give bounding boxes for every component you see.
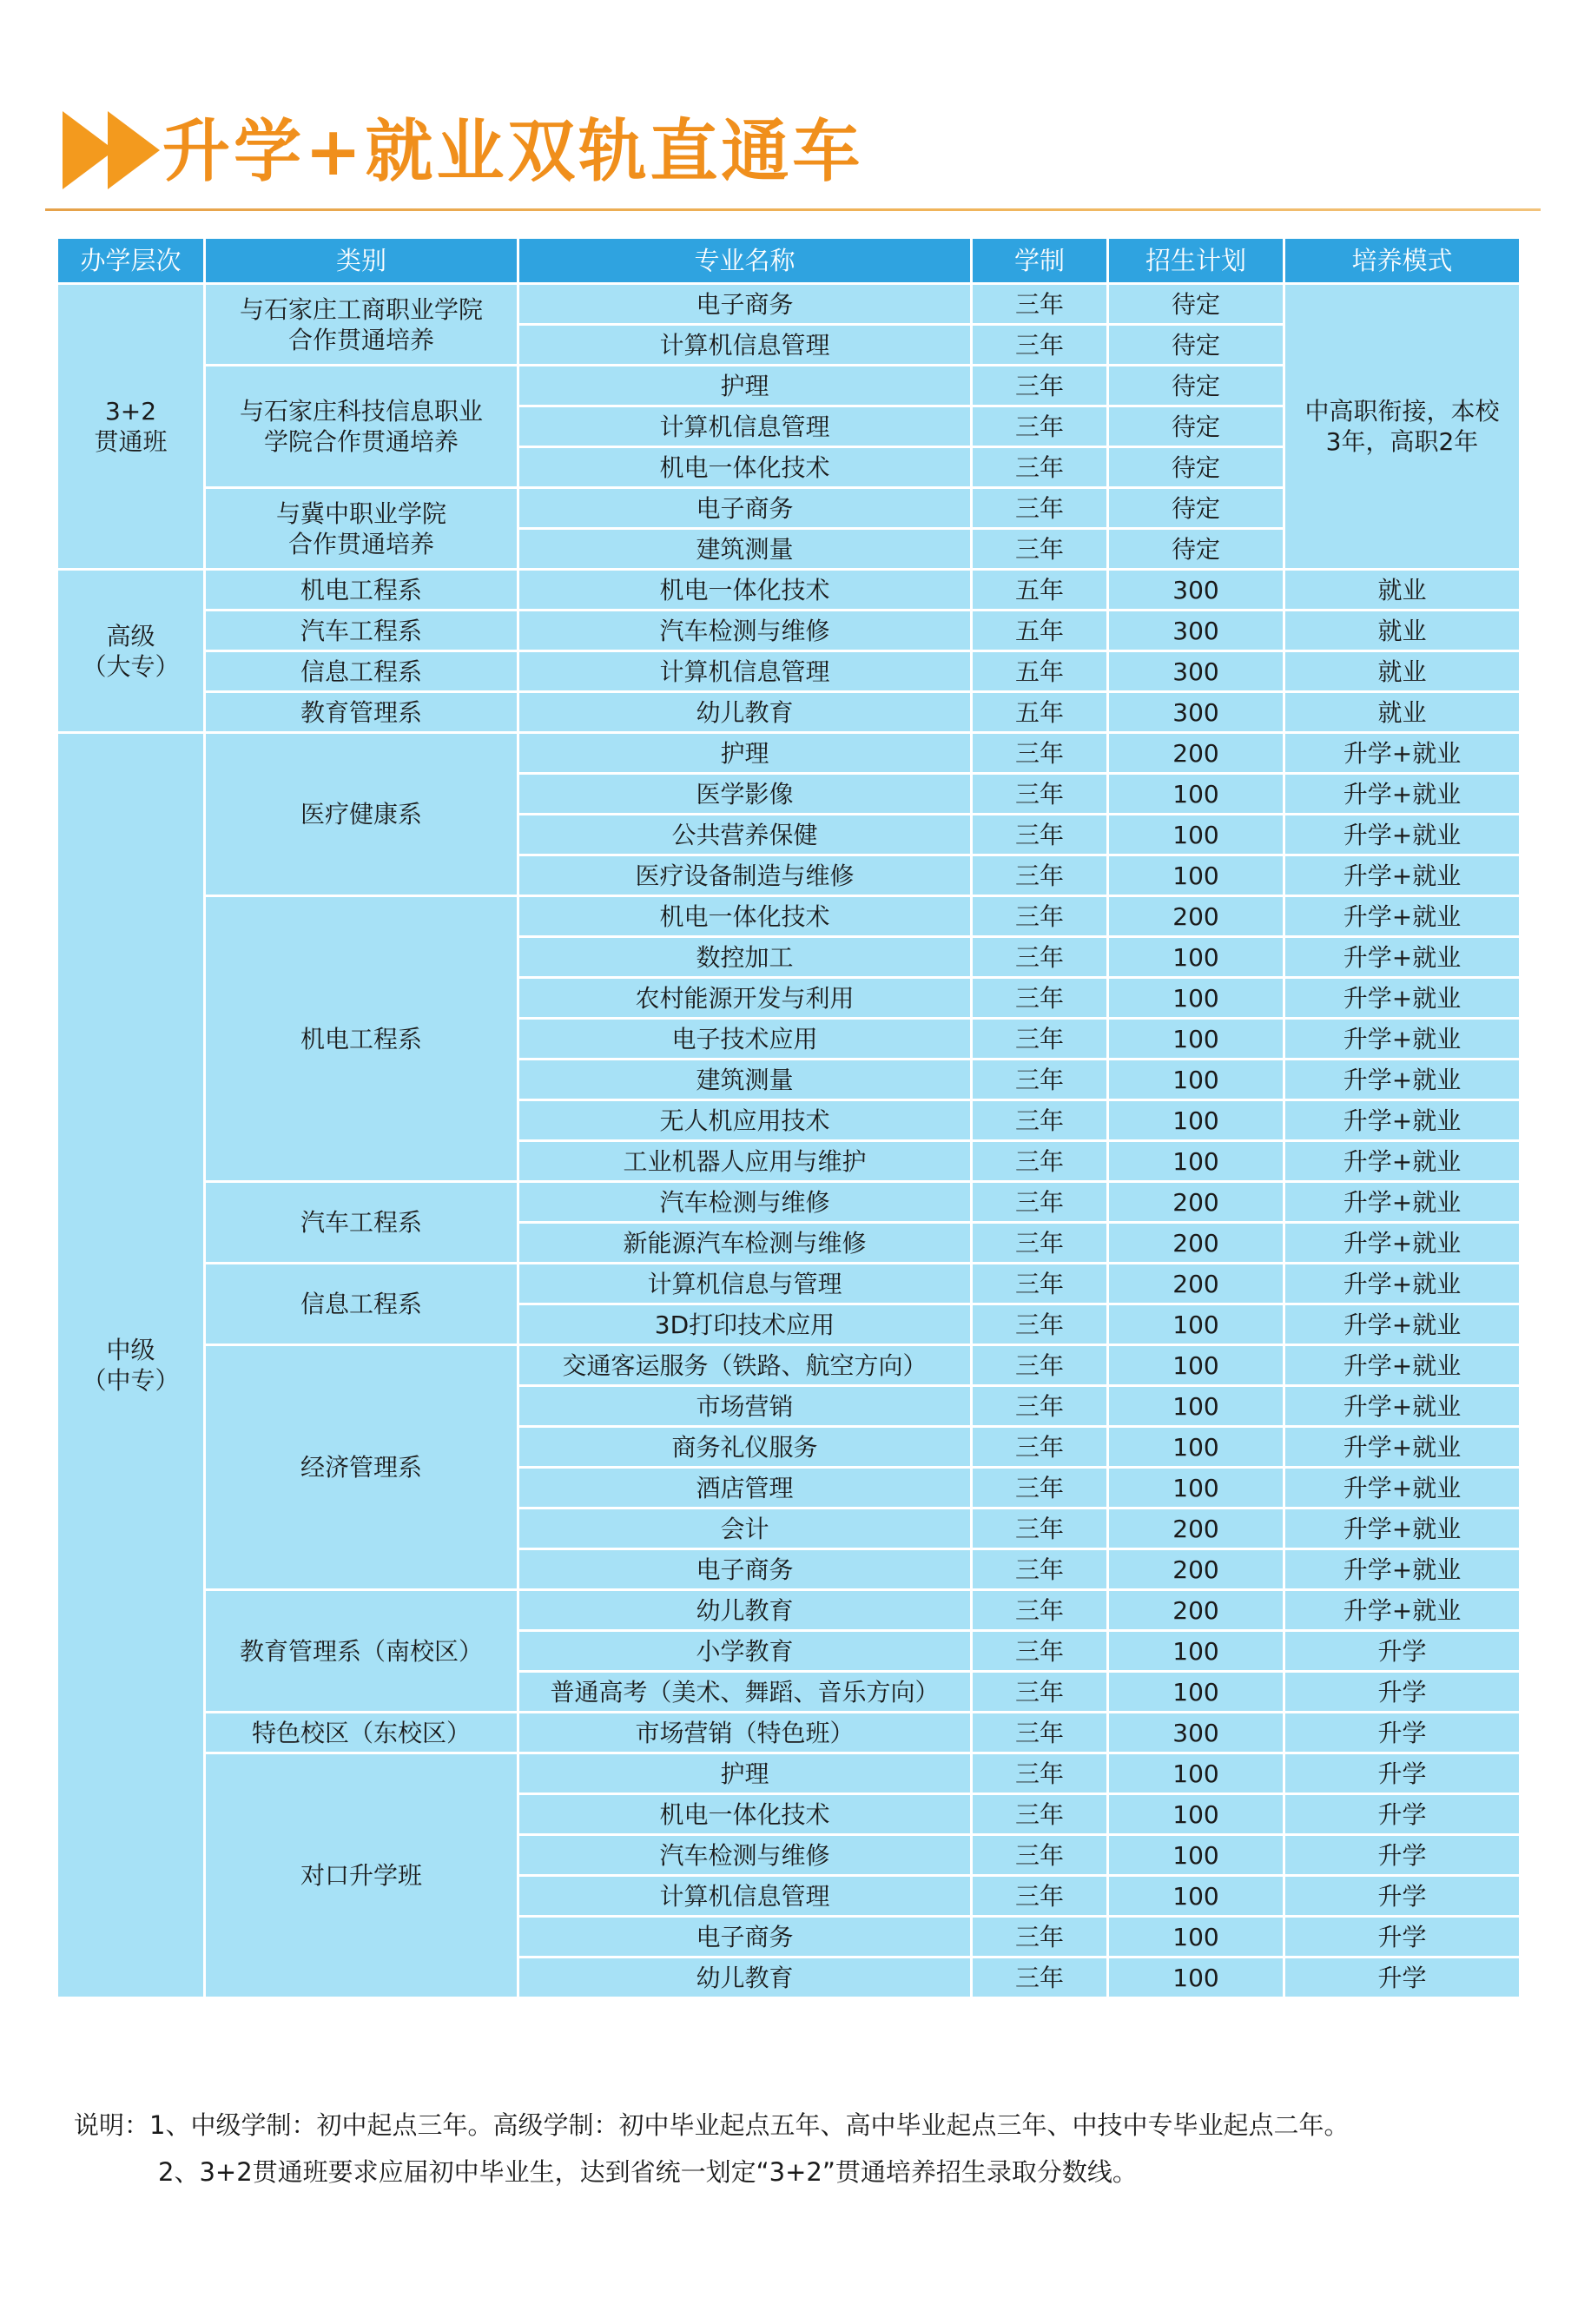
mode-cell: 升学 xyxy=(1284,1917,1521,1958)
major-cell: 建筑测量 xyxy=(518,529,972,570)
mode-cell: 升学+就业 xyxy=(1284,1590,1521,1631)
plan-cell: 200 xyxy=(1108,1182,1284,1223)
duration-cell: 三年 xyxy=(972,1509,1108,1549)
duration-cell: 三年 xyxy=(972,978,1108,1019)
major-cell: 护理 xyxy=(518,733,972,774)
table-row xyxy=(57,1182,1521,1223)
mode-cell: 就业 xyxy=(1284,692,1521,733)
category-cell: 特色校区（东校区） xyxy=(205,1713,518,1753)
category-cell: 与石家庄科技信息职业 学院合作贯通培养 xyxy=(205,366,518,488)
plan-cell: 100 xyxy=(1108,1141,1284,1182)
category-cell: 对口升学班 xyxy=(205,1753,518,1998)
duration-cell: 五年 xyxy=(972,611,1108,651)
mode-cell: 升学+就业 xyxy=(1284,1141,1521,1182)
plan-cell: 100 xyxy=(1108,937,1284,978)
plan-cell: 300 xyxy=(1108,1713,1284,1753)
admissions-table xyxy=(56,236,1522,1999)
plan-cell: 100 xyxy=(1108,1100,1284,1141)
duration-cell: 三年 xyxy=(972,1468,1108,1509)
note-line-1: 说明：1、中级学制：初中起点三年。高级学制：初中毕业起点五年、高中毕业起点三年、中技中专毕业起点二年。 xyxy=(74,2110,1350,2140)
plan-cell: 200 xyxy=(1108,1223,1284,1264)
major-cell: 机电一体化技术 xyxy=(518,896,972,937)
mode-cell: 升学+就业 xyxy=(1284,896,1521,937)
duration-cell: 三年 xyxy=(972,1631,1108,1672)
category-cell: 经济管理系 xyxy=(205,1345,518,1590)
duration-cell: 三年 xyxy=(972,815,1108,855)
mode-cell: 升学+就业 xyxy=(1284,1100,1521,1141)
mode-cell: 升学 xyxy=(1284,1631,1521,1672)
duration-cell: 三年 xyxy=(972,1386,1108,1427)
duration-cell: 三年 xyxy=(972,937,1108,978)
category-cell: 机电工程系 xyxy=(205,570,518,611)
major-cell: 公共营养保健 xyxy=(518,815,972,855)
category-cell: 教育管理系 xyxy=(205,692,518,733)
mode-cell: 升学 xyxy=(1284,1672,1521,1713)
mode-cell: 升学+就业 xyxy=(1284,815,1521,855)
duration-cell: 三年 xyxy=(972,284,1108,325)
duration-cell: 三年 xyxy=(972,1141,1108,1182)
mode-cell: 升学+就业 xyxy=(1284,937,1521,978)
major-cell: 幼儿教育 xyxy=(518,1958,972,1998)
table-row xyxy=(57,692,1521,733)
mode-cell: 升学+就业 xyxy=(1284,1468,1521,1509)
plan-cell: 300 xyxy=(1108,611,1284,651)
major-cell: 计算机信息与管理 xyxy=(518,1264,972,1304)
mode-cell: 升学+就业 xyxy=(1284,1386,1521,1427)
duration-cell: 三年 xyxy=(972,1958,1108,1998)
page-title: 升学+就业双轨直通车 xyxy=(162,112,864,191)
major-cell: 计算机信息管理 xyxy=(518,406,972,447)
duration-cell: 三年 xyxy=(972,733,1108,774)
category-cell: 汽车工程系 xyxy=(205,611,518,651)
major-cell: 护理 xyxy=(518,366,972,406)
mode-cell: 升学+就业 xyxy=(1284,1060,1521,1100)
category-cell: 教育管理系（南校区） xyxy=(205,1590,518,1713)
plan-cell: 100 xyxy=(1108,1345,1284,1386)
col-header-plan: 招生计划 xyxy=(1108,238,1284,284)
mode-cell: 升学+就业 xyxy=(1284,1345,1521,1386)
plan-cell: 200 xyxy=(1108,896,1284,937)
mode-cell: 就业 xyxy=(1284,570,1521,611)
col-header-level: 办学层次 xyxy=(57,238,205,284)
level-cell: 中级 （中专） xyxy=(57,733,205,1998)
table-row xyxy=(57,284,1521,325)
major-cell: 数控加工 xyxy=(518,937,972,978)
plan-cell: 待定 xyxy=(1108,284,1284,325)
duration-cell: 五年 xyxy=(972,692,1108,733)
major-cell: 医疗设备制造与维修 xyxy=(518,855,972,896)
major-cell: 新能源汽车检测与维修 xyxy=(518,1223,972,1264)
plan-cell: 200 xyxy=(1108,1549,1284,1590)
mode-cell: 升学+就业 xyxy=(1284,1509,1521,1549)
plan-cell: 200 xyxy=(1108,1509,1284,1549)
major-cell: 汽车检测与维修 xyxy=(518,611,972,651)
table-row xyxy=(57,896,1521,937)
duration-cell: 三年 xyxy=(972,1223,1108,1264)
category-cell: 与石家庄工商职业学院 合作贯通培养 xyxy=(205,284,518,366)
duration-cell: 三年 xyxy=(972,488,1108,529)
plan-cell: 100 xyxy=(1108,1876,1284,1917)
plan-cell: 待定 xyxy=(1108,488,1284,529)
note-line-2: 2、3+2贯通班要求应届初中毕业生，达到省统一划定“3+2”贯通培养招生录取分数线。 xyxy=(158,2157,1138,2187)
plan-cell: 100 xyxy=(1108,1835,1284,1876)
category-cell: 与冀中职业学院 合作贯通培养 xyxy=(205,488,518,570)
col-header-major: 专业名称 xyxy=(518,238,972,284)
plan-cell: 300 xyxy=(1108,570,1284,611)
duration-cell: 三年 xyxy=(972,1835,1108,1876)
plan-cell: 待定 xyxy=(1108,366,1284,406)
mode-cell: 升学 xyxy=(1284,1958,1521,1998)
plan-cell: 200 xyxy=(1108,1590,1284,1631)
table-row xyxy=(57,611,1521,651)
duration-cell: 三年 xyxy=(972,529,1108,570)
plan-cell: 待定 xyxy=(1108,529,1284,570)
duration-cell: 三年 xyxy=(972,1304,1108,1345)
plan-cell: 100 xyxy=(1108,1019,1284,1060)
major-cell: 机电一体化技术 xyxy=(518,447,972,488)
major-cell: 电子技术应用 xyxy=(518,1019,972,1060)
mode-cell: 升学+就业 xyxy=(1284,1223,1521,1264)
major-cell: 汽车检测与维修 xyxy=(518,1182,972,1223)
major-cell: 电子商务 xyxy=(518,1549,972,1590)
mode-cell: 升学+就业 xyxy=(1284,1427,1521,1468)
duration-cell: 三年 xyxy=(972,406,1108,447)
plan-cell: 100 xyxy=(1108,978,1284,1019)
duration-cell: 三年 xyxy=(972,1060,1108,1100)
duration-cell: 三年 xyxy=(972,366,1108,406)
table-row xyxy=(57,733,1521,774)
major-cell: 工业机器人应用与维护 xyxy=(518,1141,972,1182)
mode-cell: 升学+就业 xyxy=(1284,855,1521,896)
mode-cell: 升学 xyxy=(1284,1876,1521,1917)
mode-cell: 升学 xyxy=(1284,1794,1521,1835)
major-cell: 计算机信息管理 xyxy=(518,651,972,692)
double-arrow-icon xyxy=(63,111,165,189)
category-cell: 信息工程系 xyxy=(205,651,518,692)
mode-cell: 升学+就业 xyxy=(1284,978,1521,1019)
duration-cell: 三年 xyxy=(972,1753,1108,1794)
table-row xyxy=(57,1713,1521,1753)
major-cell: 普通高考（美术、舞蹈、音乐方向） xyxy=(518,1672,972,1713)
major-cell: 建筑测量 xyxy=(518,1060,972,1100)
plan-cell: 100 xyxy=(1108,1386,1284,1427)
mode-cell: 升学+就业 xyxy=(1284,1549,1521,1590)
mode-cell: 就业 xyxy=(1284,651,1521,692)
mode-cell: 升学+就业 xyxy=(1284,733,1521,774)
major-cell: 计算机信息管理 xyxy=(518,325,972,366)
major-cell: 会计 xyxy=(518,1509,972,1549)
plan-cell: 待定 xyxy=(1108,406,1284,447)
major-cell: 医学影像 xyxy=(518,774,972,815)
plan-cell: 100 xyxy=(1108,1794,1284,1835)
major-cell: 电子商务 xyxy=(518,1917,972,1958)
plan-cell: 100 xyxy=(1108,1468,1284,1509)
category-cell: 医疗健康系 xyxy=(205,733,518,896)
col-header-category: 类别 xyxy=(205,238,518,284)
major-cell: 机电一体化技术 xyxy=(518,570,972,611)
mode-cell: 中高职衔接，本校3年，高职2年 xyxy=(1284,284,1521,570)
duration-cell: 三年 xyxy=(972,774,1108,815)
table-row xyxy=(57,1753,1521,1794)
duration-cell: 三年 xyxy=(972,1182,1108,1223)
plan-cell: 300 xyxy=(1108,692,1284,733)
major-cell: 机电一体化技术 xyxy=(518,1794,972,1835)
plan-cell: 100 xyxy=(1108,1672,1284,1713)
plan-cell: 100 xyxy=(1108,1427,1284,1468)
plan-cell: 100 xyxy=(1108,815,1284,855)
major-cell: 农村能源开发与利用 xyxy=(518,978,972,1019)
major-cell: 电子商务 xyxy=(518,488,972,529)
major-cell: 计算机信息管理 xyxy=(518,1876,972,1917)
mode-cell: 升学 xyxy=(1284,1753,1521,1794)
table-row xyxy=(57,1264,1521,1304)
col-header-mode: 培养模式 xyxy=(1284,238,1521,284)
table-body xyxy=(57,284,1521,1998)
mode-cell: 升学+就业 xyxy=(1284,1304,1521,1345)
major-cell: 商务礼仪服务 xyxy=(518,1427,972,1468)
duration-cell: 三年 xyxy=(972,1713,1108,1753)
duration-cell: 三年 xyxy=(972,855,1108,896)
plan-cell: 待定 xyxy=(1108,325,1284,366)
duration-cell: 三年 xyxy=(972,1019,1108,1060)
major-cell: 市场营销（特色班） xyxy=(518,1713,972,1753)
plan-cell: 待定 xyxy=(1108,447,1284,488)
mode-cell: 升学+就业 xyxy=(1284,774,1521,815)
duration-cell: 三年 xyxy=(972,447,1108,488)
level-cell: 3+2 贯通班 xyxy=(57,284,205,570)
major-cell: 汽车检测与维修 xyxy=(518,1835,972,1876)
major-cell: 酒店管理 xyxy=(518,1468,972,1509)
plan-cell: 100 xyxy=(1108,1060,1284,1100)
major-cell: 幼儿教育 xyxy=(518,692,972,733)
major-cell: 3D打印技术应用 xyxy=(518,1304,972,1345)
major-cell: 护理 xyxy=(518,1753,972,1794)
mode-cell: 就业 xyxy=(1284,611,1521,651)
table-row xyxy=(57,651,1521,692)
major-cell: 幼儿教育 xyxy=(518,1590,972,1631)
plan-cell: 100 xyxy=(1108,1304,1284,1345)
category-cell: 汽车工程系 xyxy=(205,1182,518,1264)
duration-cell: 三年 xyxy=(972,1794,1108,1835)
table-row xyxy=(57,1590,1521,1631)
major-cell: 交通客运服务（铁路、航空方向） xyxy=(518,1345,972,1386)
duration-cell: 三年 xyxy=(972,1345,1108,1386)
duration-cell: 三年 xyxy=(972,1876,1108,1917)
mode-cell: 升学+就业 xyxy=(1284,1019,1521,1060)
duration-cell: 三年 xyxy=(972,1100,1108,1141)
major-cell: 小学教育 xyxy=(518,1631,972,1672)
table-row xyxy=(57,570,1521,611)
plan-cell: 200 xyxy=(1108,733,1284,774)
mode-cell: 升学+就业 xyxy=(1284,1182,1521,1223)
duration-cell: 三年 xyxy=(972,1590,1108,1631)
duration-cell: 三年 xyxy=(972,1427,1108,1468)
col-header-duration: 学制 xyxy=(972,238,1108,284)
duration-cell: 三年 xyxy=(972,1264,1108,1304)
plan-cell: 100 xyxy=(1108,774,1284,815)
table-row xyxy=(57,1345,1521,1386)
duration-cell: 三年 xyxy=(972,1672,1108,1713)
category-cell: 机电工程系 xyxy=(205,896,518,1182)
notes xyxy=(74,2102,1550,2195)
category-cell: 信息工程系 xyxy=(205,1264,518,1345)
plan-cell: 100 xyxy=(1108,1753,1284,1794)
mode-cell: 升学+就业 xyxy=(1284,1264,1521,1304)
plan-cell: 100 xyxy=(1108,855,1284,896)
duration-cell: 三年 xyxy=(972,1917,1108,1958)
duration-cell: 三年 xyxy=(972,1549,1108,1590)
duration-cell: 三年 xyxy=(972,325,1108,366)
title-divider xyxy=(45,208,1541,211)
table-header-row xyxy=(57,238,1521,284)
duration-cell: 五年 xyxy=(972,570,1108,611)
mode-cell: 升学 xyxy=(1284,1713,1521,1753)
page-header xyxy=(63,104,1539,200)
plan-cell: 100 xyxy=(1108,1917,1284,1958)
plan-cell: 100 xyxy=(1108,1958,1284,1998)
plan-cell: 300 xyxy=(1108,651,1284,692)
plan-cell: 100 xyxy=(1108,1631,1284,1672)
major-cell: 市场营销 xyxy=(518,1386,972,1427)
level-cell: 高级 （大专） xyxy=(57,570,205,733)
major-cell: 无人机应用技术 xyxy=(518,1100,972,1141)
duration-cell: 五年 xyxy=(972,651,1108,692)
plan-cell: 200 xyxy=(1108,1264,1284,1304)
mode-cell: 升学 xyxy=(1284,1835,1521,1876)
duration-cell: 三年 xyxy=(972,896,1108,937)
major-cell: 电子商务 xyxy=(518,284,972,325)
